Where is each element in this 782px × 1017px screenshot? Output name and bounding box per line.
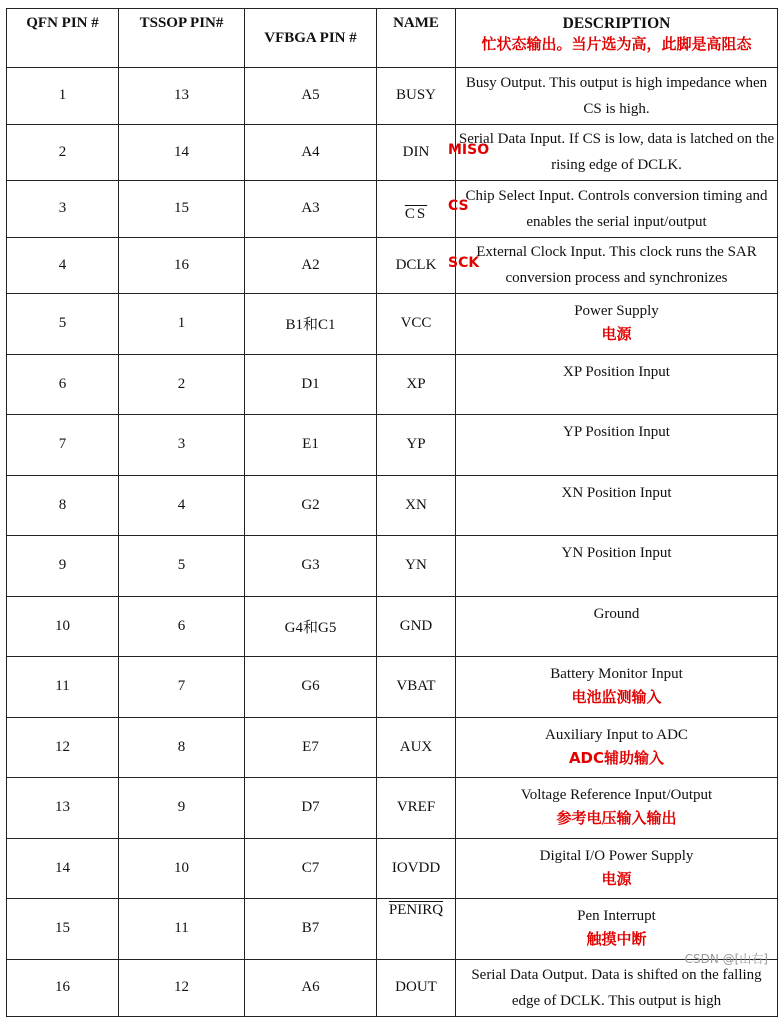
qfn-pin-cell-text: 9: [58, 557, 67, 574]
qfn-pin-cell: [7, 717, 119, 778]
table-row: [7, 68, 778, 125]
vfbga-pin-cell-text: A6: [301, 979, 320, 995]
vfbga-pin-cell-text: D1: [301, 375, 320, 392]
vfbga-pin-cell: [245, 124, 377, 181]
vfbga-pin-cell-text: B1和C1: [285, 317, 336, 334]
description-text: Ground: [593, 605, 640, 622]
description-cell: [456, 657, 778, 718]
vfbga-pin-cell-text: G3: [301, 557, 320, 574]
qfn-pin-cell-text: 14: [55, 859, 70, 876]
vfbga-pin-cell: [245, 354, 377, 415]
table-row: [7, 899, 778, 960]
table-row: [7, 124, 778, 181]
vfbga-pin-cell: [245, 657, 377, 718]
pin-name-cell: [377, 959, 456, 1016]
signal-annotation: CS: [448, 198, 469, 214]
description-cell: [456, 68, 778, 125]
table-row: [7, 237, 778, 294]
description-cell: [456, 778, 778, 839]
qfn-pin-cell: [7, 475, 119, 536]
pin-name-cell-text: YP: [406, 436, 426, 453]
description-note: 电池监测输入: [571, 688, 662, 706]
description-text: Serial Data Input. If CS is low, data is latched on the rising edge of DCLK.: [458, 131, 775, 174]
description-cell: [456, 717, 778, 778]
watermark: CSDN @[山右]: [684, 952, 768, 966]
pin-name-cell-text: DOUT: [395, 979, 437, 995]
description-cell: [448, 124, 778, 181]
qfn-pin-cell-text: 15: [55, 920, 70, 937]
pin-name-cell: [377, 237, 456, 294]
header-description: [456, 9, 778, 68]
pin-name-cell-text: IOVDD: [391, 859, 441, 876]
description-text: XP Position Input: [563, 363, 670, 380]
qfn-pin-cell-text: 3: [58, 200, 67, 217]
vfbga-pin-cell-text: B7: [301, 920, 320, 937]
qfn-pin-cell: [7, 657, 119, 718]
tssop-pin-cell: [119, 959, 245, 1016]
pin-name-cell: [377, 294, 456, 355]
tssop-pin-cell: [119, 475, 245, 536]
tssop-pin-cell: [119, 536, 245, 597]
tssop-pin-cell: [119, 124, 245, 181]
pin-name-cell-text: XP: [406, 375, 426, 392]
vfbga-pin-cell: [245, 717, 377, 778]
qfn-pin-cell-text: 6: [58, 375, 67, 392]
description-note: 电源: [601, 325, 632, 343]
qfn-pin-cell: [7, 237, 119, 294]
table-row: [7, 596, 778, 657]
vfbga-pin-cell: [245, 959, 377, 1016]
tssop-pin-cell: [119, 294, 245, 355]
table-row: [7, 415, 778, 476]
description-text: Battery Monitor Input: [550, 666, 683, 682]
vfbga-pin-cell: [245, 415, 377, 476]
description-note: 电源: [601, 869, 632, 888]
description-text: Chip Select Input. Controls conversion timing and enables the serial input/output: [465, 187, 768, 230]
qfn-pin-cell-text: 5: [58, 315, 67, 332]
table-row: [7, 657, 778, 718]
qfn-pin-cell-text: 7: [58, 436, 67, 453]
tssop-pin-cell: [119, 596, 245, 657]
pin-name-cell: [377, 778, 456, 839]
qfn-pin-cell-text: 8: [58, 496, 67, 513]
vfbga-pin-cell-text: A5: [301, 87, 320, 104]
pin-name-cell-text: GND: [399, 617, 433, 634]
header-vfbga: VFBGA PIN #: [245, 9, 377, 68]
pin-name-cell-text: XN: [405, 496, 427, 513]
tssop-pin-cell-text: 15: [174, 200, 189, 217]
description-text: Pen Interrupt: [577, 908, 656, 924]
pin-name-cell: [377, 181, 456, 238]
vfbga-pin-cell: [245, 475, 377, 536]
description-cell: [448, 181, 778, 238]
signal-annotation: SCK: [448, 254, 480, 271]
description-cell: [456, 536, 778, 597]
description-text: Busy Output. This output is high impedance when CS is high.: [465, 74, 768, 117]
pin-name-cell-text: YN: [405, 557, 427, 574]
tssop-pin-cell: [119, 717, 245, 778]
vfbga-pin-cell-text: A4: [301, 143, 320, 160]
description-cell: [448, 237, 778, 294]
tssop-pin-cell-text: 11: [174, 920, 189, 937]
vfbga-pin-cell: [245, 536, 377, 597]
vfbga-pin-cell-text: G6: [301, 678, 320, 695]
qfn-pin-cell: [7, 899, 119, 960]
tssop-pin-cell-text: 5: [177, 557, 186, 574]
table-row: [7, 294, 778, 355]
description-text: Serial Data Output. Data is shifted on the falling edge of DCLK. This output is high: [471, 966, 762, 1009]
vfbga-pin-cell-text: A3: [301, 200, 320, 217]
qfn-pin-cell-text: 11: [55, 678, 70, 695]
vfbga-pin-cell: [245, 596, 377, 657]
vfbga-pin-cell: [245, 68, 377, 125]
table-row: [7, 536, 778, 597]
description-text: XN Position Input: [561, 484, 672, 501]
description-cell: [456, 959, 778, 1016]
tssop-pin-cell: [119, 237, 245, 294]
vfbga-pin-cell: [245, 294, 377, 355]
tssop-pin-cell-text: 10: [174, 859, 189, 876]
pin-name-cell-text: DIN: [402, 143, 430, 160]
pin-name-cell-text: PENIRQ: [388, 902, 444, 918]
tssop-pin-cell-text: 7: [177, 678, 186, 695]
qfn-pin-cell-text: 1: [58, 87, 67, 104]
tssop-pin-cell-text: 3: [177, 436, 186, 453]
table-row: [7, 778, 778, 839]
tssop-pin-cell-text: 1: [177, 315, 186, 332]
qfn-pin-cell: [7, 354, 119, 415]
pin-name-cell-text: VCC: [400, 315, 432, 332]
pin-name-cell-text: VBAT: [396, 678, 436, 695]
header-name: NAME: [377, 9, 456, 68]
description-text: Power Supply: [574, 303, 659, 319]
pin-name-cell-text: BUSY: [395, 87, 436, 104]
vfbga-pin-cell-text: A2: [301, 256, 320, 273]
header-description-note: 忙状态输出。当片选为高，此脚是高阻态: [481, 35, 752, 53]
tssop-pin-cell-text: 8: [177, 738, 186, 755]
pin-name-cell: [377, 899, 456, 960]
tssop-pin-cell-text: 6: [177, 617, 186, 634]
qfn-pin-cell: [7, 959, 119, 1016]
description-text: Digital I/O Power Supply: [539, 847, 694, 864]
vfbga-pin-cell-text: C7: [301, 859, 320, 876]
vfbga-pin-cell: [245, 778, 377, 839]
vfbga-pin-cell-text: E1: [302, 436, 319, 453]
vfbga-pin-cell-text: G4和G5: [284, 619, 337, 636]
pin-table: [6, 8, 778, 1017]
tssop-pin-cell: [119, 778, 245, 839]
pin-name-cell: [377, 717, 456, 778]
description-text: External Clock Input. This clock runs the SAR conversion process and synchronizes: [476, 244, 757, 287]
tssop-pin-cell-text: 9: [177, 799, 186, 816]
qfn-pin-cell-text: 10: [55, 617, 70, 634]
vfbga-pin-cell-text: D7: [301, 799, 320, 816]
table-row: [7, 959, 778, 1016]
tssop-pin-cell: [119, 899, 245, 960]
pin-name-cell: [377, 415, 456, 476]
description-text: Auxiliary Input to ADC: [545, 726, 688, 743]
qfn-pin-cell: [7, 415, 119, 476]
description-note: ADC辅助输入: [568, 748, 665, 767]
qfn-pin-cell: [7, 124, 119, 181]
pin-name-cell-text: DCLK: [395, 256, 437, 273]
description-text: YN Position Input: [561, 545, 672, 561]
description-cell: [456, 475, 778, 536]
pin-name-cell: [377, 124, 456, 181]
qfn-pin-cell: [7, 68, 119, 125]
pin-name-cell: [377, 536, 456, 597]
description-cell: [456, 838, 778, 899]
vfbga-pin-cell-text: E7: [302, 738, 319, 755]
pin-name-cell: [377, 838, 456, 899]
qfn-pin-cell: [7, 778, 119, 839]
header-tssop: TSSOP PIN#: [119, 9, 245, 68]
tssop-pin-cell: [119, 181, 245, 238]
vfbga-pin-cell: [245, 181, 377, 238]
pin-name-cell: [377, 68, 456, 125]
tssop-pin-cell: [119, 354, 245, 415]
description-note: 触摸中断: [586, 930, 647, 948]
tssop-pin-cell-text: 4: [177, 496, 186, 513]
description-note: 参考电压输入输出: [556, 809, 677, 827]
description-text: Voltage Reference Input/Output: [520, 787, 713, 803]
qfn-pin-cell-text: 16: [55, 979, 70, 995]
qfn-pin-cell: [7, 596, 119, 657]
table-row: [7, 475, 778, 536]
qfn-pin-cell-text: 13: [55, 799, 70, 816]
qfn-pin-cell-text: 2: [58, 143, 67, 160]
pin-name-cell: [377, 354, 456, 415]
description-cell: [456, 415, 778, 476]
qfn-pin-cell: [7, 536, 119, 597]
tssop-pin-cell: [119, 68, 245, 125]
tssop-pin-cell: [119, 838, 245, 899]
tssop-pin-cell-text: 12: [174, 979, 189, 995]
tssop-pin-cell-text: 14: [174, 143, 189, 160]
table-row: [7, 354, 778, 415]
qfn-pin-cell: [7, 838, 119, 899]
pin-name-cell-text: VREF: [396, 799, 436, 816]
tssop-pin-cell: [119, 657, 245, 718]
tssop-pin-cell-text: 2: [177, 375, 186, 392]
signal-annotation: MISO: [448, 141, 490, 158]
tssop-pin-cell-text: 13: [174, 87, 189, 104]
vfbga-pin-cell: [245, 838, 377, 899]
table-row: [7, 717, 778, 778]
table-row: [7, 181, 778, 238]
qfn-pin-cell-text: 4: [58, 256, 67, 273]
pin-name-cell-text: $\overline{CS}$: [404, 206, 428, 223]
pin-name-cell: [377, 475, 456, 536]
description-cell: [456, 596, 778, 657]
header-row: [7, 9, 778, 68]
pin-name-cell-text: AUX: [399, 738, 433, 755]
description-text: YP Position Input: [563, 424, 670, 440]
table-row: [7, 838, 778, 899]
header-qfn: QFN PIN #: [7, 9, 119, 68]
qfn-pin-cell: [7, 294, 119, 355]
description-cell: [456, 354, 778, 415]
header-description-label: DESCRIPTION: [562, 15, 671, 32]
vfbga-pin-cell-text: G2: [301, 496, 320, 513]
pin-name-cell: [377, 596, 456, 657]
qfn-pin-cell-text: 12: [55, 738, 70, 755]
description-cell: [456, 294, 778, 355]
tssop-pin-cell: [119, 415, 245, 476]
vfbga-pin-cell: [245, 237, 377, 294]
vfbga-pin-cell: [245, 899, 377, 960]
tssop-pin-cell-text: 16: [174, 256, 189, 273]
qfn-pin-cell: [7, 181, 119, 238]
pin-name-cell: [377, 657, 456, 718]
